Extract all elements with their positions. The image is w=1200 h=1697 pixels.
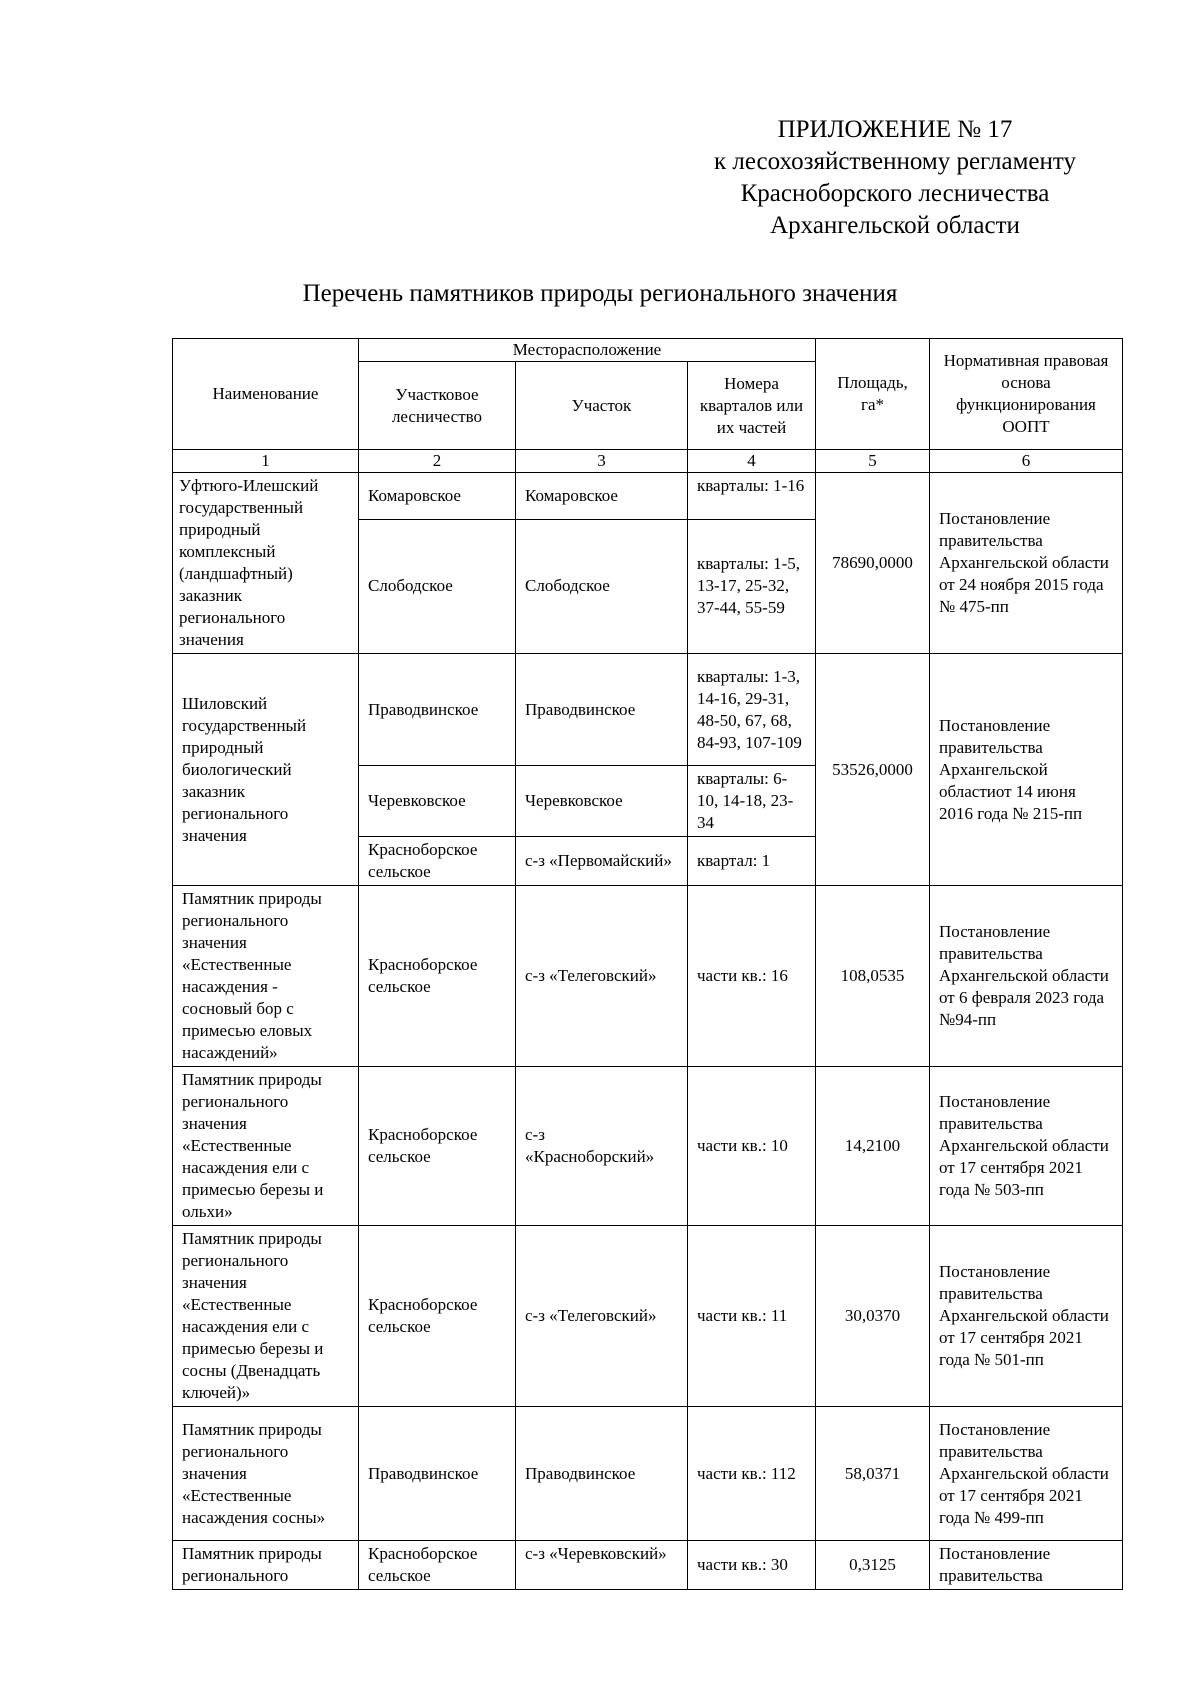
forestry-cell: Комаровское	[359, 473, 516, 520]
quarters-cell: части кв.: 16	[688, 886, 816, 1067]
plot-cell: с-з «Телеговский»	[516, 1226, 688, 1407]
column-number: 3	[516, 450, 688, 473]
plot-cell: Праводвинское	[516, 654, 688, 766]
appendix-region: Архангельской области	[770, 212, 1020, 239]
column-number-row	[173, 450, 1123, 473]
forestry-cell: Красноборское сельское	[359, 1067, 516, 1226]
header-name: Наименование	[173, 339, 359, 450]
area-cell: 0,3125	[816, 1541, 930, 1590]
forestry-cell: Праводвинское	[359, 1407, 516, 1541]
area-cell: 58,0371	[816, 1407, 930, 1541]
quarters-cell: кварталы: 6-10, 14-18, 23-34	[688, 766, 816, 837]
appendix-number: ПРИЛОЖЕНИЕ № 17	[777, 116, 1013, 143]
table-row	[173, 1067, 1123, 1226]
monument-name: Памятник природы регионального значения «Естественные насаждения сосны»	[173, 1407, 359, 1541]
header-quarters: Номера кварталов или их частей	[688, 362, 816, 450]
plot-cell: Комаровское	[516, 473, 688, 520]
column-number: 5	[816, 450, 930, 473]
column-number: 6	[930, 450, 1123, 473]
table-row	[173, 1407, 1123, 1541]
appendix-forestry: Красноборского лесничества	[740, 180, 1050, 207]
monument-name: Памятник природы регионального	[173, 1541, 359, 1590]
quarters-cell: квартал: 1	[688, 837, 816, 886]
monument-name: Памятник природы регионального значения «Естественные насаждения ели с примесью березы и ольхи»	[173, 1067, 359, 1226]
area-cell: 78690,0000	[816, 473, 930, 654]
monuments-table	[172, 338, 1123, 1590]
legal-basis-cell: Постановление правительства Архангельской области от 6 февраля 2023 года №94-пп	[930, 886, 1123, 1067]
monument-name: Шиловский государственный природный биологический заказник регионального значения	[173, 654, 359, 886]
plot-cell: с-з «Красноборский»	[516, 1067, 688, 1226]
plot-cell: с-з «Черевковский»	[516, 1541, 688, 1590]
column-number: 1	[173, 450, 359, 473]
quarters-cell: части кв.: 30	[688, 1541, 816, 1590]
appendix-reference: к лесохозяйственному регламенту	[713, 148, 1077, 175]
legal-basis-cell: Постановление правительства Архангельской области от 17 сентября 2021 года № 499-пп	[930, 1407, 1123, 1541]
quarters-cell: части кв.: 11	[688, 1226, 816, 1407]
plot-cell: с-з «Телеговский»	[516, 886, 688, 1067]
header-legal: Нормативная правовая основа функционирования ООПТ	[930, 339, 1123, 450]
quarters-cell: части кв.: 112	[688, 1407, 816, 1541]
plot-cell: Черевковское	[516, 766, 688, 837]
forestry-cell: Красноборское сельское	[359, 886, 516, 1067]
header-area: Площадь, га*	[816, 339, 930, 450]
quarters-cell: части кв.: 10	[688, 1067, 816, 1226]
header-plot: Участок	[516, 362, 688, 450]
quarters-cell: кварталы: 1-16	[688, 473, 816, 520]
plot-cell: Праводвинское	[516, 1407, 688, 1541]
legal-basis-cell: Постановление правительства Архангельской области от 24 ноября 2015 года № 475-пп	[930, 473, 1123, 654]
legal-basis-cell: Постановление правительства Архангельской области от 17 сентября 2021 года № 501-пп	[930, 1226, 1123, 1407]
plot-cell: с-з «Первомайский»	[516, 837, 688, 886]
monument-name: Памятник природы регионального значения «Естественные насаждения - сосновый бор с примесью еловых насаждений»	[173, 886, 359, 1067]
table-row	[173, 1541, 1123, 1590]
quarters-cell: кварталы: 1-3, 14-16, 29-31, 48-50, 67, 68, 84-93, 107-109	[688, 654, 816, 766]
forestry-cell: Красноборское сельское	[359, 837, 516, 886]
table-row	[173, 473, 1123, 520]
table-row	[173, 654, 1123, 766]
forestry-cell: Красноборское сельское	[359, 1541, 516, 1590]
header-row	[173, 339, 1123, 362]
forestry-cell: Праводвинское	[359, 654, 516, 766]
legal-basis-cell: Постановление правительства Архангельской области от 17 сентября 2021 года № 503-пп	[930, 1067, 1123, 1226]
area-cell: 108,0535	[816, 886, 930, 1067]
forestry-cell: Черевковское	[359, 766, 516, 837]
quarters-cell: кварталы: 1-5, 13-17, 25-32, 37-44, 55-59	[688, 519, 816, 653]
area-cell: 53526,0000	[816, 654, 930, 886]
forestry-cell: Слободское	[359, 519, 516, 653]
legal-basis-cell: Постановление правительства	[930, 1541, 1123, 1590]
document-title: Перечень памятников природы регионального значения	[302, 280, 898, 307]
table-row	[173, 1226, 1123, 1407]
header-forestry: Участковое лесничество	[359, 362, 516, 450]
table-row	[173, 886, 1123, 1067]
area-cell: 14,2100	[816, 1067, 930, 1226]
monument-name: Уфтюго-Илешский государственный природный комплексный (ландшафтный) заказник регионального значения	[173, 473, 359, 654]
plot-cell: Слободское	[516, 519, 688, 653]
appendix-header	[680, 114, 1110, 242]
column-number: 2	[359, 450, 516, 473]
header-location: Месторасположение	[359, 339, 816, 362]
legal-basis-cell: Постановление правительства Архангельской областиот 14 июня 2016 года № 215-пп	[930, 654, 1123, 886]
monument-name: Памятник природы регионального значения «Естественные насаждения ели с примесью березы и сосны (Двенадцать ключей)»	[173, 1226, 359, 1407]
area-cell: 30,0370	[816, 1226, 930, 1407]
column-number: 4	[688, 450, 816, 473]
forestry-cell: Красноборское сельское	[359, 1226, 516, 1407]
